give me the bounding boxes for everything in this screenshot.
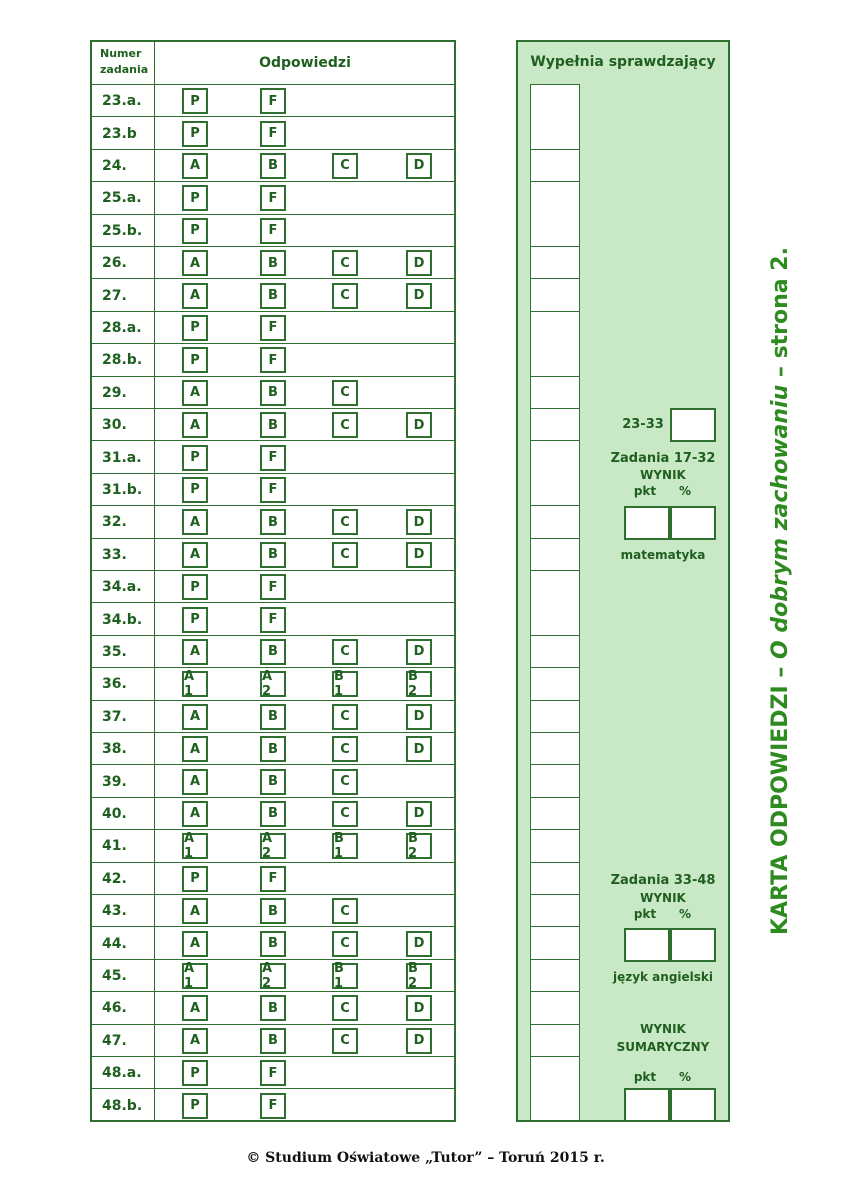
table-row	[92, 700, 454, 733]
answer-option[interactable]: D	[406, 283, 432, 309]
answer-option[interactable]: P	[182, 185, 208, 211]
task-number: 35.	[92, 636, 155, 668]
score-cell[interactable]	[531, 862, 579, 894]
score-cell[interactable]	[531, 926, 579, 958]
answer-option[interactable]: D	[406, 639, 432, 665]
answer-option[interactable]: D	[406, 995, 432, 1021]
table-row	[92, 602, 454, 635]
answer-option[interactable]: P	[182, 88, 208, 114]
table-row	[92, 311, 454, 344]
summary-label-1: WYNIK	[640, 1022, 686, 1036]
task-number: 23.b	[92, 117, 155, 149]
answers-header: Odpowiedzi	[259, 55, 351, 71]
summary-label-2: SUMARYCZNY	[616, 1040, 710, 1054]
section1-wynik: WYNIK	[640, 468, 686, 482]
answer-option[interactable]: B	[260, 995, 286, 1021]
answer-option[interactable]: P	[182, 121, 208, 147]
side-title-part2: O dobrym zachowaniu	[768, 384, 793, 659]
score-cell[interactable]	[531, 700, 579, 732]
score-cell[interactable]	[531, 635, 579, 667]
table-row	[92, 278, 454, 311]
answer-option[interactable]: C	[332, 898, 358, 924]
side-title-part3: – strona 2.	[768, 247, 793, 385]
task-number: 31.b.	[92, 474, 155, 506]
answer-option[interactable]: F	[260, 347, 286, 373]
score-cell[interactable]	[531, 408, 579, 440]
answer-option[interactable]: D	[406, 542, 432, 568]
answer-table	[90, 40, 456, 1122]
answer-option[interactable]: B 2	[406, 963, 432, 989]
range-label: 23-33	[622, 417, 664, 432]
section1-pkt-box[interactable]	[624, 506, 670, 540]
answer-option[interactable]: A	[182, 153, 208, 179]
score-cell[interactable]	[531, 667, 579, 699]
answer-option[interactable]: P	[182, 218, 208, 244]
answer-option[interactable]: P	[182, 445, 208, 471]
answer-option[interactable]: A	[182, 704, 208, 730]
task-number: 29.	[92, 377, 155, 409]
answer-option[interactable]: C	[332, 801, 358, 827]
grader-panel	[516, 40, 730, 1122]
section2-title: Zadania 33-48	[610, 873, 716, 888]
table-row	[92, 1024, 454, 1057]
answer-option[interactable]: A	[182, 931, 208, 957]
grader-title: Wypełnia sprawdzający	[530, 54, 716, 70]
task-number: 46.	[92, 992, 155, 1024]
answer-option[interactable]: P	[182, 315, 208, 341]
table-row	[92, 538, 454, 571]
answer-option[interactable]: C	[332, 995, 358, 1021]
answer-option[interactable]: C	[332, 153, 358, 179]
answer-option[interactable]: C	[332, 639, 358, 665]
answer-option[interactable]: F	[260, 121, 286, 147]
section1-percent: %	[678, 484, 692, 498]
task-number: 48.b.	[92, 1089, 155, 1121]
score-cell[interactable]	[531, 538, 579, 570]
section2-percent-box[interactable]	[670, 928, 716, 962]
task-number: 25.a.	[92, 182, 155, 214]
task-number: 34.a.	[92, 571, 155, 603]
task-number: 23.a.	[92, 85, 155, 117]
task-number: 34.b.	[92, 603, 155, 635]
table-row	[92, 732, 454, 765]
task-number: 48.a.	[92, 1057, 155, 1089]
answer-option[interactable]: A	[182, 542, 208, 568]
answer-option[interactable]: A	[182, 1028, 208, 1054]
answer-option[interactable]: F	[260, 445, 286, 471]
task-number: 38.	[92, 733, 155, 765]
answer-option[interactable]: D	[406, 153, 432, 179]
table-row	[92, 635, 454, 668]
answer-option[interactable]: F	[260, 88, 286, 114]
score-cell[interactable]	[531, 376, 579, 408]
task-number: 30.	[92, 409, 155, 441]
answer-option[interactable]: F	[260, 1093, 286, 1119]
score-cell[interactable]	[531, 764, 579, 796]
table-row	[92, 440, 454, 473]
answer-option[interactable]: F	[260, 607, 286, 633]
answer-option[interactable]: B	[260, 898, 286, 924]
table-row	[92, 926, 454, 959]
score-cell[interactable]	[531, 991, 579, 1023]
header-label-zadania: zadania	[100, 63, 149, 76]
answer-option[interactable]: A	[182, 380, 208, 406]
table-row	[92, 376, 454, 409]
task-number: 28.b.	[92, 344, 155, 376]
score-cell[interactable]	[531, 505, 579, 537]
answer-option[interactable]: B	[260, 769, 286, 795]
table-row	[92, 1088, 454, 1121]
table-row	[92, 1056, 454, 1089]
answer-option[interactable]: B 1	[332, 833, 358, 859]
table-row	[92, 343, 454, 376]
answer-option[interactable]: B 1	[332, 963, 358, 989]
answer-option[interactable]: B 2	[406, 671, 432, 697]
answer-option[interactable]: B	[260, 801, 286, 827]
score-cell[interactable]	[531, 1024, 579, 1056]
score-cell[interactable]	[531, 894, 579, 926]
answer-option[interactable]: C	[332, 542, 358, 568]
task-number: 39.	[92, 765, 155, 797]
table-row	[92, 667, 454, 700]
table-row	[92, 149, 454, 182]
task-number: 45.	[92, 960, 155, 992]
table-row	[92, 570, 454, 603]
answer-option[interactable]: F	[260, 218, 286, 244]
answer-option[interactable]: B	[260, 283, 286, 309]
answer-option[interactable]: B 2	[406, 833, 432, 859]
header-label-numer: Numer	[100, 47, 142, 60]
answer-option[interactable]: C	[332, 1028, 358, 1054]
score-cell[interactable]	[531, 181, 579, 246]
table-row	[92, 116, 454, 149]
task-number: 47.	[92, 1025, 155, 1057]
score-cell[interactable]	[531, 959, 579, 991]
answer-option[interactable]: D	[406, 801, 432, 827]
answer-option[interactable]: F	[260, 866, 286, 892]
task-number: 26.	[92, 247, 155, 279]
score-column	[530, 84, 580, 1120]
section1-title: Zadania 17-32	[610, 451, 716, 466]
answer-option[interactable]: C	[332, 769, 358, 795]
score-cell[interactable]	[531, 570, 579, 635]
score-cell[interactable]	[531, 311, 579, 376]
score-cell[interactable]	[531, 1056, 579, 1121]
answer-option[interactable]: F	[260, 477, 286, 503]
answer-option[interactable]: A	[182, 283, 208, 309]
answer-option[interactable]: B	[260, 704, 286, 730]
answer-option[interactable]: F	[260, 574, 286, 600]
answer-option[interactable]: P	[182, 574, 208, 600]
task-number-header	[92, 42, 155, 84]
answer-option[interactable]: C	[332, 931, 358, 957]
summary-percent: %	[678, 1070, 692, 1084]
answer-option[interactable]: B	[260, 639, 286, 665]
section1-subject: matematyka	[620, 548, 706, 562]
section2-pkt-box[interactable]	[624, 928, 670, 962]
section1-pkt: pkt	[633, 484, 657, 498]
answer-option[interactable]: C	[332, 704, 358, 730]
table-row	[92, 862, 454, 895]
score-cell[interactable]	[531, 246, 579, 278]
answer-option[interactable]: B	[260, 250, 286, 276]
table-row	[92, 214, 454, 247]
task-number: 27.	[92, 279, 155, 311]
score-cell[interactable]	[531, 829, 579, 861]
table-row	[92, 797, 454, 830]
score-cell[interactable]	[531, 732, 579, 764]
answer-option[interactable]: A	[182, 736, 208, 762]
score-cell[interactable]	[531, 84, 579, 149]
answer-option[interactable]: B	[260, 412, 286, 438]
task-number: 33.	[92, 539, 155, 571]
section2-percent: %	[678, 907, 692, 921]
answer-option[interactable]: F	[260, 315, 286, 341]
task-number: 44.	[92, 927, 155, 959]
answer-option[interactable]: A	[182, 801, 208, 827]
summary-pkt-box[interactable]	[624, 1088, 670, 1122]
task-number: 43.	[92, 895, 155, 927]
answer-option[interactable]: A 2	[260, 963, 286, 989]
section2-subject: język angielski	[612, 970, 714, 984]
answer-option[interactable]: P	[182, 1060, 208, 1086]
score-cell[interactable]	[531, 149, 579, 181]
table-row	[92, 959, 454, 992]
answer-option[interactable]: B	[260, 542, 286, 568]
task-number: 36.	[92, 668, 155, 700]
answer-option[interactable]: F	[260, 1060, 286, 1086]
section2-pkt: pkt	[633, 907, 657, 921]
answer-option[interactable]: A 2	[260, 833, 286, 859]
task-number: 32.	[92, 506, 155, 538]
table-row	[92, 829, 454, 862]
answer-option[interactable]: A	[182, 639, 208, 665]
answer-option[interactable]: A	[182, 898, 208, 924]
answer-option[interactable]: A 2	[260, 671, 286, 697]
answer-option[interactable]: B	[260, 736, 286, 762]
answer-option[interactable]: D	[406, 704, 432, 730]
answer-option[interactable]: A	[182, 412, 208, 438]
answer-option[interactable]: P	[182, 477, 208, 503]
score-cell[interactable]	[531, 278, 579, 310]
answer-option[interactable]: B 1	[332, 671, 358, 697]
score-cell[interactable]	[531, 440, 579, 505]
answer-option[interactable]: C	[332, 509, 358, 535]
table-row	[92, 473, 454, 506]
range-score-box[interactable]	[670, 408, 716, 442]
answer-option[interactable]: D	[406, 412, 432, 438]
answer-option[interactable]: D	[406, 1028, 432, 1054]
summary-pkt: pkt	[633, 1070, 657, 1084]
task-number: 41.	[92, 830, 155, 862]
answer-option[interactable]: F	[260, 185, 286, 211]
answer-option[interactable]: C	[332, 736, 358, 762]
table-row	[92, 408, 454, 441]
answer-option[interactable]: A 1	[182, 833, 208, 859]
score-cell[interactable]	[531, 797, 579, 829]
answer-option[interactable]: P	[182, 866, 208, 892]
table-row	[92, 894, 454, 927]
task-number: 24.	[92, 150, 155, 182]
side-title	[768, 247, 793, 935]
answer-option[interactable]: C	[332, 283, 358, 309]
answer-option[interactable]: A	[182, 250, 208, 276]
answer-option[interactable]: A 1	[182, 671, 208, 697]
answer-option[interactable]: A	[182, 769, 208, 795]
answer-option[interactable]: D	[406, 250, 432, 276]
footer-copyright: © Studium Oświatowe „Tutor” – Toruń 2015 r.	[246, 1150, 605, 1166]
answer-option[interactable]: C	[332, 380, 358, 406]
answer-option[interactable]: A	[182, 509, 208, 535]
answer-option[interactable]: P	[182, 1093, 208, 1119]
answer-option[interactable]: P	[182, 347, 208, 373]
section1-percent-box[interactable]	[670, 506, 716, 540]
section2-wynik: WYNIK	[640, 891, 686, 905]
answer-option[interactable]: A 1	[182, 963, 208, 989]
task-number: 28.a.	[92, 312, 155, 344]
answer-option[interactable]: D	[406, 509, 432, 535]
task-number: 25.b.	[92, 215, 155, 247]
task-number: 37.	[92, 701, 155, 733]
answer-option[interactable]: D	[406, 736, 432, 762]
task-number: 31.a.	[92, 441, 155, 473]
table-row	[92, 764, 454, 797]
table-row	[92, 246, 454, 279]
summary-percent-box[interactable]	[670, 1088, 716, 1122]
answer-option[interactable]: P	[182, 607, 208, 633]
table-row	[92, 505, 454, 538]
table-row	[92, 181, 454, 214]
answer-option[interactable]: B	[260, 509, 286, 535]
table-row	[92, 991, 454, 1024]
answer-option[interactable]: D	[406, 931, 432, 957]
answer-option[interactable]: B	[260, 380, 286, 406]
side-title-part1: KARTA ODPOWIEDZI –	[768, 659, 793, 935]
answer-option[interactable]: C	[332, 250, 358, 276]
task-number: 42.	[92, 863, 155, 895]
answer-option[interactable]: A	[182, 995, 208, 1021]
task-number: 40.	[92, 798, 155, 830]
answer-option[interactable]: C	[332, 412, 358, 438]
answer-option[interactable]: B	[260, 931, 286, 957]
answer-option[interactable]: B	[260, 1028, 286, 1054]
answer-option[interactable]: B	[260, 153, 286, 179]
table-row	[92, 84, 454, 117]
